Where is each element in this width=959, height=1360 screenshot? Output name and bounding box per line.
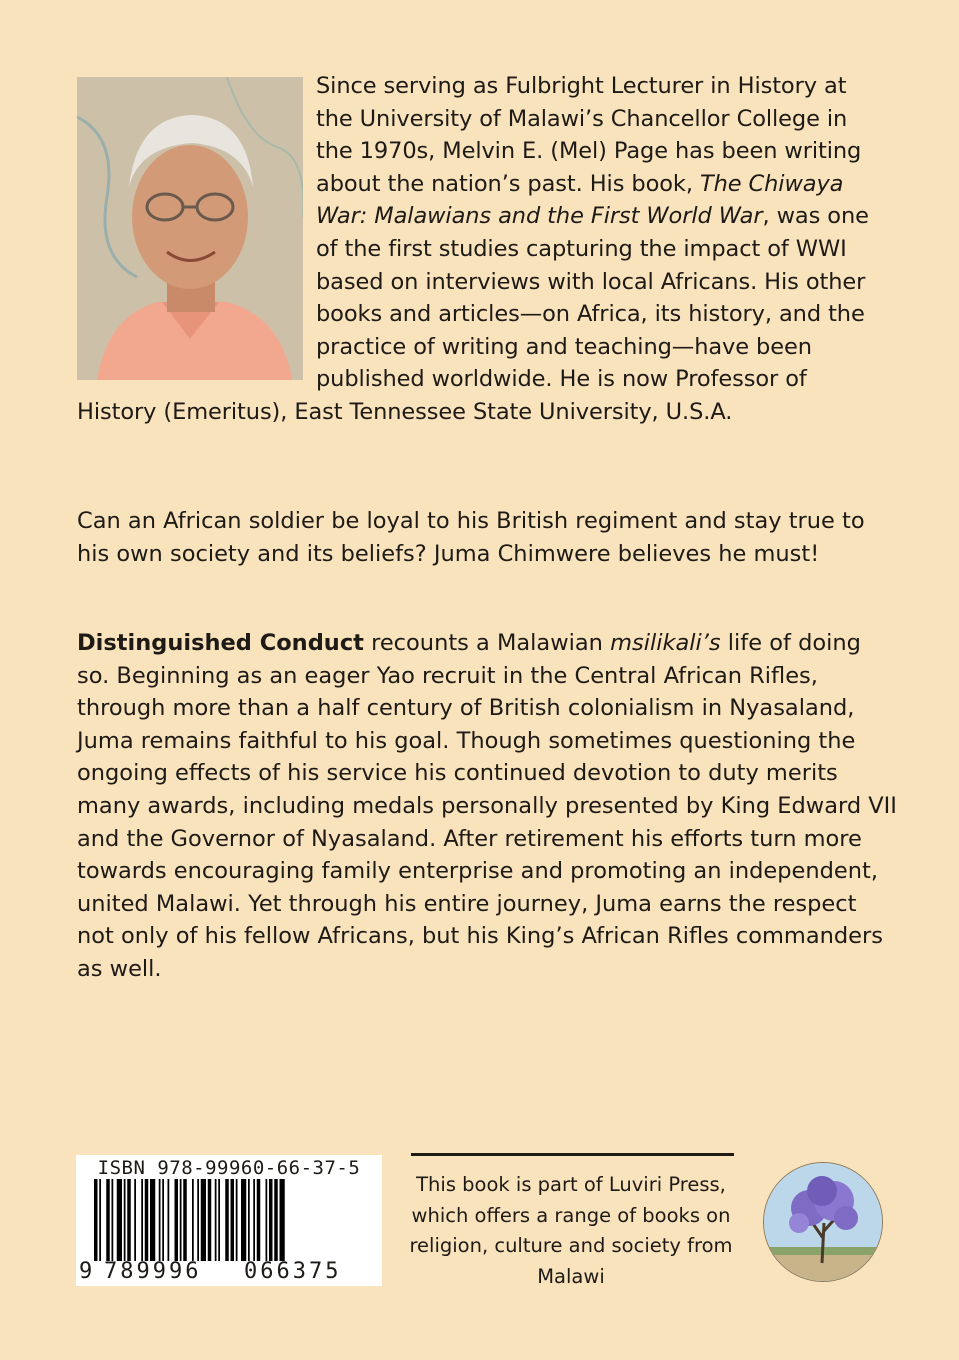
book-blurb <box>77 627 899 986</box>
blurb-text-continued: life of doing so. Beginning as an eager Yao recruit in the Central African Rifles, through more than a half century of British colonialism in Nyasaland, Juma remains faithful to his goal. Though sometimes questioning the ongoing effects of his service his continued devotion to duty merits many awards, including medals personally presented by King Edward VII and the Governor of Nyasaland. After retirement his efforts turn more towards encouraging family enterprise and promoting an independent, united Malawi. Yet through his entire journey, Juma earns the respect not only of his fellow Africans, but his King’s African Rifles commanders as well. <box>77 630 897 982</box>
isbn-barcode <box>76 1155 382 1286</box>
book-title-chiwaya-war: The Chiwaya War: Malawians and the First World War <box>316 170 844 230</box>
tagline-question: Can an African soldier be loyal to his British regiment and stay true to his own society and its beliefs? Juma Chimwere believes he must! <box>77 508 865 567</box>
book-title: Distinguished Conduct <box>77 630 364 656</box>
barcode-bars <box>86 1179 372 1261</box>
bio-text: Since serving as Fulbright Lecturer in History at the University of Malawi’s Chancellor College in the 1970s, Melvin E. (Mel) Page has been writing about the nation’s past. His book, <box>316 73 862 197</box>
barcode-digits-right: 066375 <box>244 1259 342 1284</box>
bio-text-continued: , was one of the first studies capturing the impact of WWI based on interviews with local Africans. His other books and articles—on Africa, its history, and the practice of writing and teaching—have been published worldwide. He is now Professor of History (Emeritus), East Tennessee State University, U.S.A. <box>77 203 869 425</box>
barcode-digits <box>76 1259 382 1285</box>
isbn-label: ISBN 978-99960-66-37-5 <box>97 1157 361 1179</box>
divider-rule <box>411 1153 734 1156</box>
author-bio <box>77 70 877 429</box>
photo-spacer <box>77 70 316 385</box>
jacaranda-tree-logo <box>763 1162 883 1282</box>
barcode-digit-first: 9 <box>79 1259 93 1284</box>
blurb-term: msilikali’s <box>610 630 721 656</box>
blurb-text: recounts a Malawian <box>363 630 611 656</box>
press-description: This book is part of Luviri Press, which offers a range of books on religion, culture and society from Malawi <box>409 1173 733 1288</box>
barcode-digits-left: 789996 <box>104 1259 202 1284</box>
